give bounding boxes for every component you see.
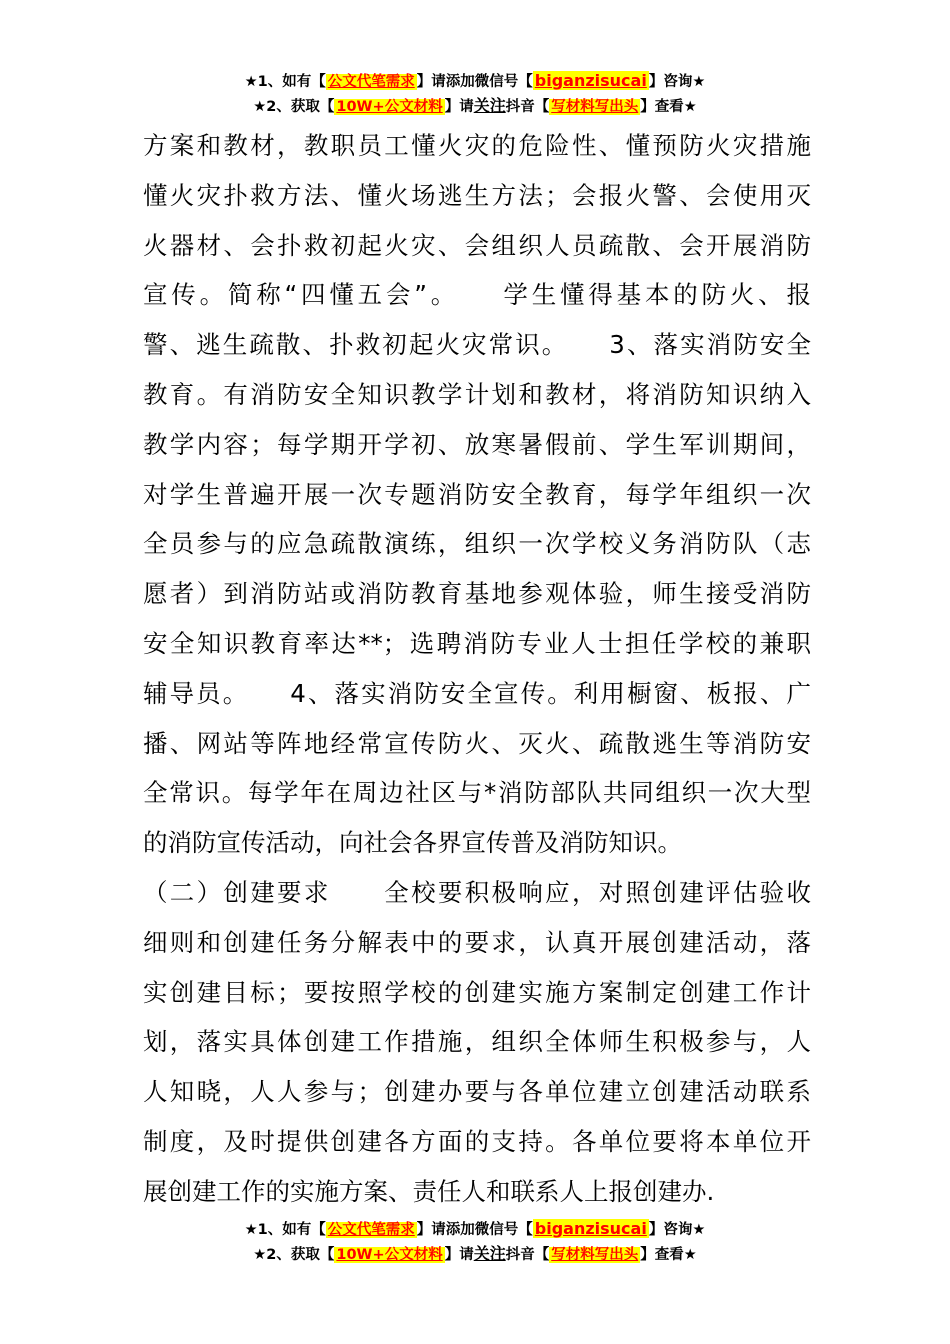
promo-highlight-materials: 10W+公文材料: [336, 99, 443, 115]
body-line: 划，落实具体创建工作措施，组织全体师生积极参与，人: [143, 1027, 811, 1057]
promo-line-2: ★2、获取【 10W+公文材料 】请关注抖音【 写材料写出头 】查看★: [253, 96, 697, 115]
promo-highlight-materials: 10W+公文材料: [336, 1247, 443, 1263]
promo-highlight-service: 公文代笔需求: [327, 74, 415, 90]
promo-line-1: ★1、如有【 公文代笔需求 】请添加微信号【 biganzisucai 】咨询★: [244, 71, 706, 90]
body-line: 警、逃生疏散、扑救初起火灾常识。 3、落实消防安全: [143, 330, 811, 360]
body-line: 辅导员。 4、落实消防安全宣传。利用橱窗、板报、广: [143, 678, 811, 708]
promo-highlight-douyin: 写材料写出头: [551, 99, 639, 115]
body-line: 对学生普遍开展一次专题消防安全教育，每学年组织一次: [143, 479, 811, 509]
promo-line-1: ★1、如有【 公文代笔需求 】请添加微信号【 biganzisucai 】咨询★: [244, 1219, 706, 1238]
promo-highlight-wechat: biganzisucai: [534, 1219, 647, 1238]
document-body: [143, 121, 811, 1217]
promo-line-2: ★2、获取【 10W+公文材料 】请关注抖音【 写材料写出头 】查看★: [253, 1244, 697, 1263]
body-line: （二）创建要求 全校要积极响应，对照创建评估验收: [143, 877, 811, 907]
body-line: 实创建目标；要按照学校的创建实施方案制定创建工作计: [143, 977, 811, 1007]
body-line: 制度，及时提供创建各方面的支持。各单位要将本单位开: [143, 1126, 811, 1156]
footer-promo-banner: [0, 1217, 950, 1267]
body-line: 宣传。简称“四懂五会”。 学生懂得基本的防火、报: [143, 280, 811, 310]
body-line: 教育。有消防安全知识教学计划和教材，将消防知识纳入: [143, 379, 811, 409]
body-line: 的消防宣传活动，向社会各界宣传普及消防知识。: [143, 828, 682, 858]
body-line: 火器材、会扑救初起火灾、会组织人员疏散、会开展消防: [143, 230, 811, 260]
body-line: 全员参与的应急疏散演练，组织一次学校义务消防队（志: [143, 529, 811, 559]
body-line: 人知晓，人人参与；创建办要与各单位建立创建活动联系: [143, 1077, 811, 1107]
body-line: 播、网站等阵地经常宣传防火、灭火、疏散逃生等消防安: [143, 728, 811, 758]
promo-highlight-service: 公文代笔需求: [327, 1222, 415, 1238]
body-line: 方案和教材，教职员工懂火灾的危险性、懂预防火灾措施: [143, 131, 811, 160]
body-line: 愿者）到消防站或消防教育基地参观体验，师生接受消防: [143, 579, 811, 609]
body-line: 教学内容；每学期开学初、放寒暑假前、学生军训期间，: [143, 429, 811, 459]
body-line: 安全知识教育率达**；选聘消防专业人士担任学校的兼职: [143, 628, 811, 658]
body-line: 展创建工作的实施方案、责任人和联系人上报创建办.: [143, 1176, 715, 1206]
body-line: 全常识。每学年在周边社区与*消防部队共同组织一次大型: [143, 778, 811, 808]
body-line: 细则和创建任务分解表中的要求，认真开展创建活动，落: [143, 927, 811, 957]
header-promo-banner: [0, 69, 950, 119]
promo-highlight-douyin: 写材料写出头: [551, 1247, 639, 1263]
body-line: 懂火灾扑救方法、懂火场逃生方法；会报火警、会使用灭: [143, 180, 811, 210]
promo-highlight-wechat: biganzisucai: [534, 71, 647, 90]
